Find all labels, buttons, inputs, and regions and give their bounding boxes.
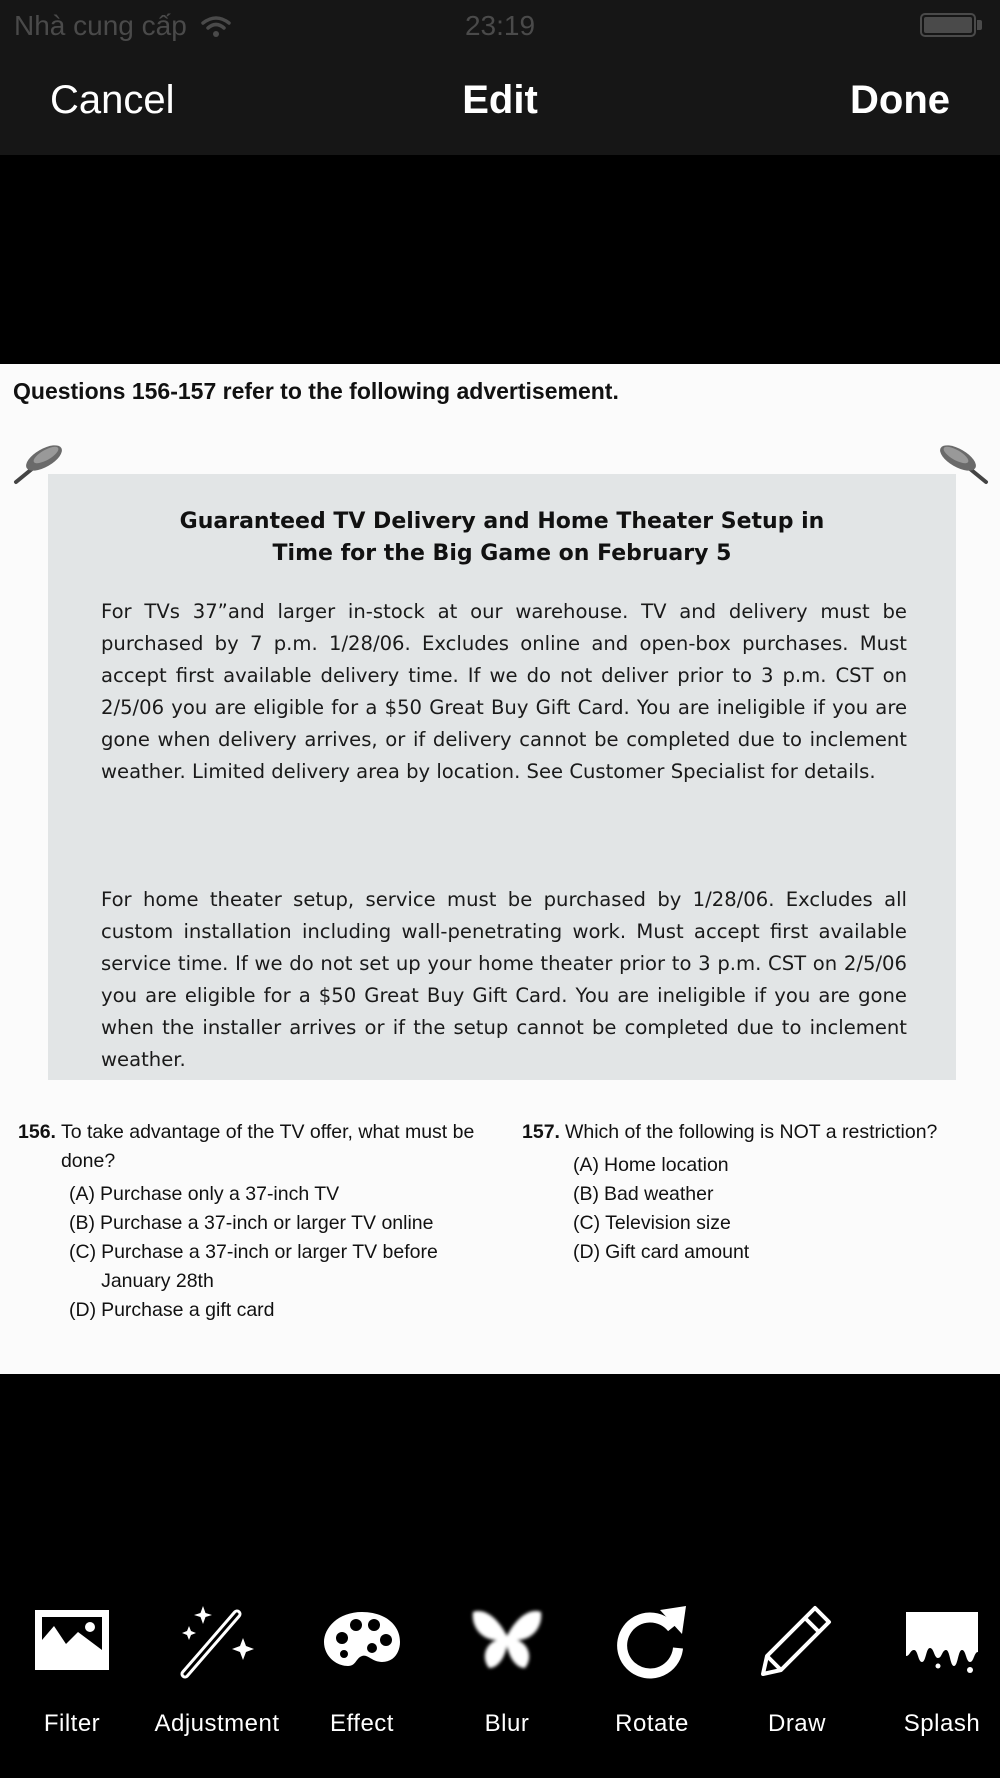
tool-effect[interactable] xyxy=(292,1580,432,1750)
status-time: 23:19 xyxy=(464,10,536,41)
tool-label: Effect xyxy=(330,1710,394,1737)
tool-splash[interactable] xyxy=(872,1580,1000,1750)
tool-blur[interactable] xyxy=(437,1580,577,1750)
tool-bar xyxy=(0,1580,1000,1750)
option-letter: (C) xyxy=(573,1212,601,1234)
battery-tip xyxy=(977,20,982,30)
tool-label: Filter xyxy=(43,1710,101,1737)
option-text: Purchase a gift card xyxy=(101,1299,275,1321)
nav-bar xyxy=(0,50,1000,155)
option-text: Gift card amount xyxy=(605,1241,750,1263)
page-title: Edit xyxy=(462,78,538,122)
answer-option xyxy=(69,1209,488,1238)
edit-photo[interactable] xyxy=(0,364,1000,1374)
option-letter: (A) xyxy=(69,1183,95,1205)
answer-option xyxy=(69,1180,488,1209)
battery-icon xyxy=(920,13,976,37)
ad-title-line: Time for the Big Game on February 5 xyxy=(272,541,732,566)
butterfly-icon xyxy=(467,1600,547,1680)
question-text: Which of the following is NOT a restriction? xyxy=(564,1121,938,1143)
option-letter: (D) xyxy=(69,1299,97,1321)
magic-wand-icon xyxy=(177,1600,257,1680)
tool-label: Splash xyxy=(903,1710,981,1737)
ad-paragraph-delivery: For TVs 37”and larger in-stock at our warehouse. TV and delivery must be purchased by 7 p.m. 1/28/06. Excludes online and open-box purchases. Must accept first available delivery time. If we do not deliver prior to 3 p.m. CST on 2/5/06 you are eligible for a $50 Great Buy Gift Card. You are ineligible if you are gone when delivery arrives, or if delivery cannot be completed due to inclement weather. Limited delivery area by location. See Customer Specialist for details. xyxy=(101,600,907,783)
ad-title xyxy=(48,506,956,570)
question-156 xyxy=(18,1118,488,1325)
battery-level xyxy=(924,17,972,33)
question-number: 157. xyxy=(522,1121,560,1143)
answer-option xyxy=(573,1209,962,1238)
palette-icon xyxy=(322,1600,402,1680)
question-number: 156. xyxy=(18,1121,56,1143)
carrier-name: Nhà cung cấp xyxy=(14,10,187,41)
tool-adjustment[interactable] xyxy=(147,1580,287,1750)
done-button[interactable]: Done xyxy=(850,78,950,122)
tool-label: Draw xyxy=(767,1710,826,1737)
rotate-icon xyxy=(612,1600,692,1680)
option-letter: (D) xyxy=(573,1241,601,1263)
ad-title-line: Guaranteed TV Delivery and Home Theater Setup in xyxy=(179,509,825,534)
option-text: Purchase only a 37-inch TV xyxy=(100,1183,340,1205)
pencil-icon xyxy=(757,1600,837,1680)
option-text: Television size xyxy=(605,1212,731,1234)
tool-label: Rotate xyxy=(615,1710,689,1737)
answer-option xyxy=(573,1238,962,1267)
option-letter: (B) xyxy=(573,1183,599,1205)
tool-filter[interactable] xyxy=(2,1580,142,1750)
advertisement-box xyxy=(48,474,956,1080)
doc-intro: Questions 156-157 refer to the following advertisement. xyxy=(13,378,619,404)
splash-icon xyxy=(902,1600,982,1680)
ad-paragraph-setup: For home theater setup, service must be purchased by 1/28/06. Excludes all custom installation including wall-penetrating work. Must accept first available service time. If we do not set up your home theater prior to 3 p.m. CST on 2/5/06 you are eligible for a $50 Great Buy Gift Card. You are ineligible if you are gone when the installer arrives or if the setup cannot be completed due to inclement weather. xyxy=(101,888,907,1071)
answer-options xyxy=(69,1180,488,1325)
answer-option xyxy=(573,1151,962,1180)
option-letter: (B) xyxy=(69,1212,95,1234)
option-text: Bad weather xyxy=(604,1183,714,1205)
tool-rotate[interactable] xyxy=(582,1580,722,1750)
option-text: Home location xyxy=(604,1154,729,1176)
filter-image-icon xyxy=(32,1600,112,1680)
cancel-button[interactable]: Cancel xyxy=(50,78,175,122)
question-text: To take advantage of the TV offer, what must be done? xyxy=(60,1121,475,1172)
answer-option xyxy=(69,1296,488,1325)
tool-label: Adjustment xyxy=(154,1710,280,1737)
tool-draw[interactable] xyxy=(727,1580,867,1750)
status-bar xyxy=(0,0,1000,50)
tool-label: Blur xyxy=(484,1710,530,1737)
option-text: Purchase a 37-inch or larger TV online xyxy=(100,1212,434,1234)
option-text: Purchase a 37-inch or larger TV before January 28th xyxy=(101,1241,438,1292)
answer-option xyxy=(69,1238,488,1296)
question-157 xyxy=(522,1118,962,1267)
answer-option xyxy=(573,1180,962,1209)
option-letter: (C) xyxy=(69,1241,97,1263)
answer-options xyxy=(573,1151,962,1267)
option-letter: (A) xyxy=(573,1154,599,1176)
